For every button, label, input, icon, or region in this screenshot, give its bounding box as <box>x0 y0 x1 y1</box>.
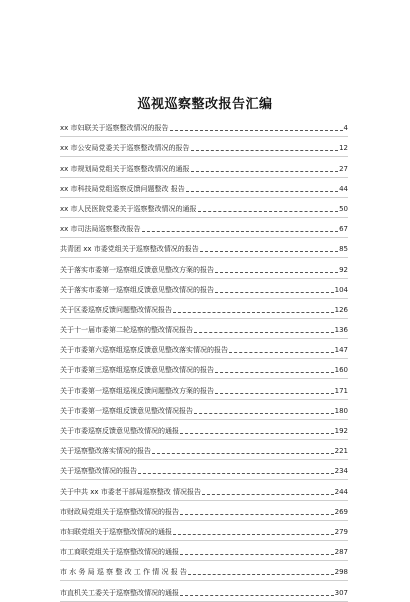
toc-leader-dots <box>180 433 334 434</box>
toc-entry-title: 市 水 务 局 巡 察 整 改 工 作 情 况 报 告 <box>60 568 187 577</box>
toc-entry[interactable] <box>60 178 348 198</box>
toc-entry[interactable] <box>60 541 348 561</box>
toc-entry[interactable] <box>60 581 348 601</box>
toc-entry[interactable] <box>60 561 348 581</box>
toc-leader-dots <box>194 332 334 333</box>
toc-entry[interactable] <box>60 480 348 500</box>
toc-leader-dots <box>215 393 334 394</box>
toc-leader-dots <box>215 272 338 273</box>
toc-entry[interactable] <box>60 279 348 299</box>
toc-leader-dots <box>173 312 334 313</box>
toc-entry[interactable] <box>60 117 348 137</box>
toc-entry[interactable] <box>60 238 348 258</box>
toc-entry[interactable] <box>60 198 348 218</box>
toc-leader-dots <box>229 352 334 353</box>
toc-entry-page-number: 136 <box>334 326 348 335</box>
toc-entry-title: xx 市科技局党组巡察反馈问题整改 报告 <box>60 184 185 193</box>
toc-entry-title: 关于巡察整改落实情况的报告 <box>60 447 151 456</box>
toc-entry-page-number: 12 <box>339 144 348 153</box>
toc-leader-dots <box>180 554 334 555</box>
toc-entry-page-number: 180 <box>334 406 348 415</box>
toc-entry[interactable] <box>60 258 348 278</box>
toc-leader-dots <box>194 413 334 414</box>
toc-leader-dots <box>191 150 339 151</box>
toc-leader-dots <box>186 191 338 192</box>
toc-leader-dots <box>200 251 338 252</box>
toc-entry-title: 关于市委第三巡察组巡察反馈意见整改情况的报告 <box>60 366 214 375</box>
toc-entry-page-number: 92 <box>339 265 348 274</box>
toc-entry[interactable] <box>60 157 348 177</box>
toc-entry-page-number: 171 <box>334 386 348 395</box>
toc-entry-page-number: 307 <box>334 588 348 597</box>
toc-entry-page-number: 85 <box>339 245 348 254</box>
toc-leader-dots <box>215 372 334 373</box>
toc-leader-dots <box>142 231 339 232</box>
toc-entry-title: xx 市妇联关于巡察整改情况的报告 <box>60 124 169 133</box>
toc-entry-page-number: 287 <box>334 548 348 557</box>
toc-entry-title: 市财政局党组关于巡察整改情况的报告 <box>60 507 179 516</box>
toc-entry[interactable] <box>60 379 348 399</box>
document-title: 巡视巡察整改报告汇编 <box>137 97 273 112</box>
toc-entry-title: 市工商联党组关于巡察整改情况的通报 <box>60 548 179 557</box>
toc-entry-title: 关于区委巡察反馈问题整改情况报告 <box>60 305 172 314</box>
toc-entry-title: 关于市委第一巡察组巡视反馈问题整改方案的报告 <box>60 386 214 395</box>
toc-entry[interactable] <box>60 521 348 541</box>
toc-leader-dots <box>152 453 334 454</box>
toc-entry-title: xx 市人民医院党委关于巡察整改情况的通报 <box>60 204 197 213</box>
toc-entry[interactable] <box>60 420 348 440</box>
toc-entry-title: 关于十一届市委第二轮巡察的整改情况报告 <box>60 326 193 335</box>
toc-entry-page-number: 279 <box>334 527 348 536</box>
toc-leader-dots <box>180 595 334 596</box>
toc-entry-page-number: 104 <box>334 285 348 294</box>
toc-entry-title: 关于市委第一巡察组反馈意见整改情况报告 <box>60 406 193 415</box>
toc-entry[interactable] <box>60 359 348 379</box>
toc-entry[interactable] <box>60 460 348 480</box>
toc-entry[interactable] <box>60 440 348 460</box>
toc-entry-title: 关于中共 xx 市委老干部局巡察整改 情况报告 <box>60 487 201 496</box>
toc-entry-page-number: 269 <box>334 507 348 516</box>
toc-leader-dots <box>215 292 334 293</box>
toc-leader-dots <box>191 171 339 172</box>
toc-entry[interactable] <box>60 339 348 359</box>
toc-entry[interactable] <box>60 400 348 420</box>
toc-entry-title: xx 市司法局巡察整改报告 <box>60 225 141 234</box>
toc-entry-title: 关于落实市委第一巡察组反馈意见整改情况的报告 <box>60 285 214 294</box>
toc-entry-page-number: 126 <box>334 305 348 314</box>
toc-entry-title: xx 市规划局党组关于巡察整改情况的通报 <box>60 164 190 173</box>
toc-entry-title: 关于落实市委第一巡察组反馈意见整改方案的报告 <box>60 265 214 274</box>
toc-entry-page-number: 147 <box>334 346 348 355</box>
toc-entry-title: 共青团 xx 市委党组关于巡察整改情况的报告 <box>60 245 199 254</box>
toc-leader-dots <box>188 574 334 575</box>
toc-entry[interactable] <box>60 501 348 521</box>
toc-entry-title: 市直机关工委关于巡察整改情况的通报 <box>60 588 179 597</box>
toc-entry[interactable] <box>60 319 348 339</box>
toc-leader-dots <box>202 494 334 495</box>
toc-leader-dots <box>198 211 339 212</box>
toc-leader-dots <box>173 534 334 535</box>
toc-entry-page-number: 298 <box>334 568 348 577</box>
toc-entry-title: 关于巡察整改情况的报告 <box>60 467 137 476</box>
toc-entry-page-number: 27 <box>339 164 348 173</box>
toc-entry-title: xx 市公安局党委关于巡察整改情况的报告 <box>60 144 190 153</box>
toc-entry-page-number: 192 <box>334 427 348 435</box>
toc-entry-page-number: 44 <box>339 184 348 193</box>
toc-entry-title: 市妇联党组关于巡察整改情况的通报 <box>60 527 172 536</box>
toc-leader-dots <box>180 514 334 515</box>
toc-entry[interactable] <box>60 137 348 157</box>
toc-entry-page-number: 50 <box>339 204 348 213</box>
toc-entry-page-number: 4 <box>343 124 348 133</box>
toc-leader-dots <box>170 130 343 131</box>
toc-entry-page-number: 244 <box>334 487 348 496</box>
toc-entry-page-number: 221 <box>334 447 348 456</box>
toc-entry[interactable] <box>60 218 348 238</box>
toc-entry-page-number: 160 <box>334 366 348 375</box>
toc-entry-title: 关于市委巡察反馈意见整改情况的通报 <box>60 427 179 435</box>
toc-entry-page-number: 67 <box>339 225 348 234</box>
toc-leader-dots <box>138 473 334 474</box>
toc-entry-page-number: 234 <box>334 467 348 476</box>
toc-entry[interactable] <box>60 299 348 319</box>
table-of-contents <box>60 117 348 602</box>
toc-entry-title: 关于市委第六巡察组巡察反馈意见整改落实情况的报告 <box>60 346 228 355</box>
